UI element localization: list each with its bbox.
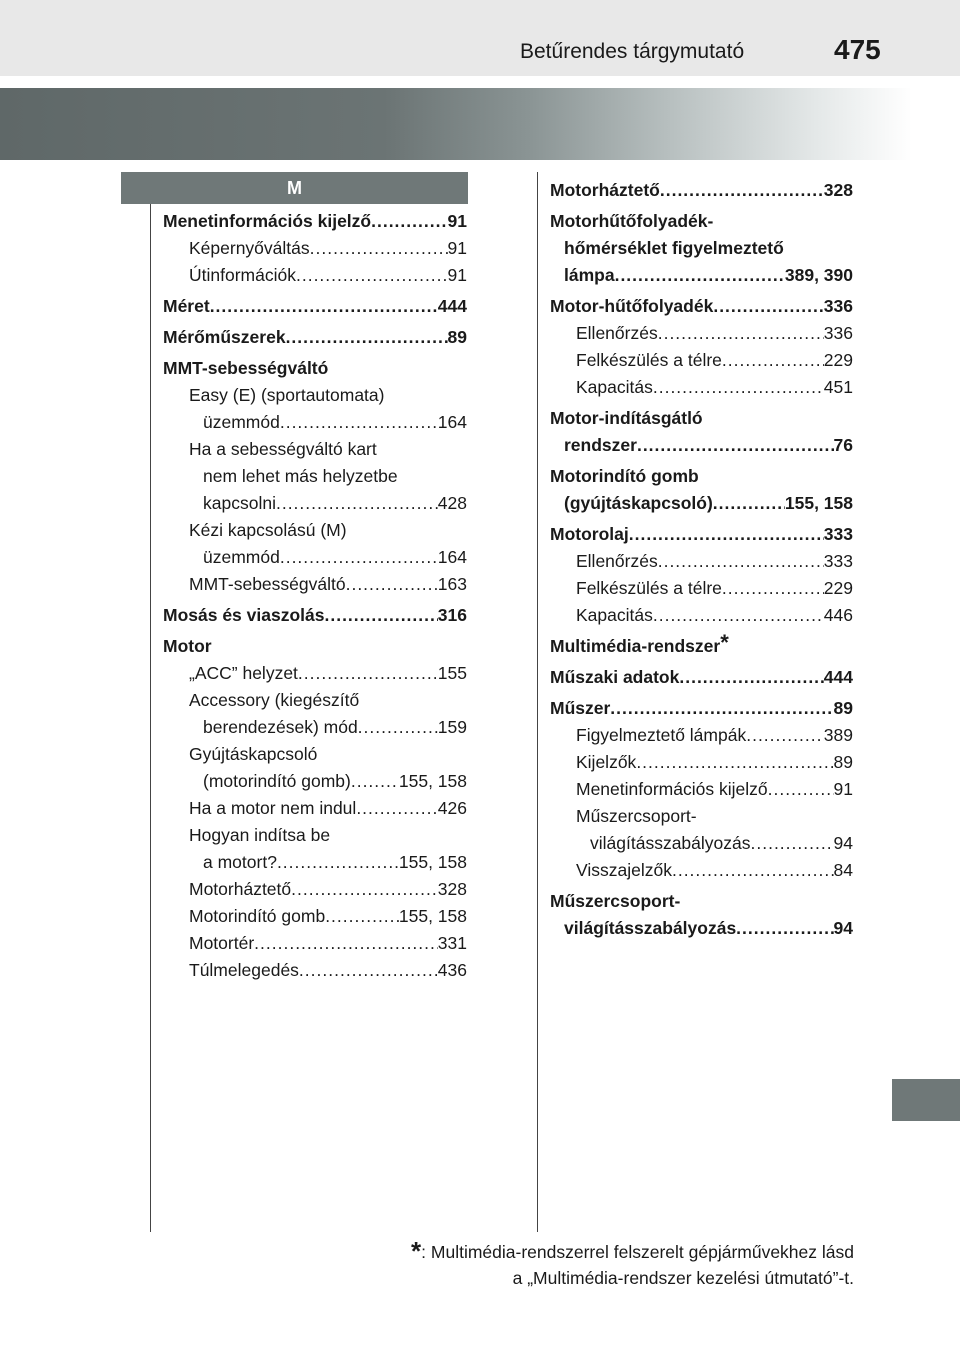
index-line [550, 262, 853, 289]
index-sub-term [550, 602, 853, 629]
index-line [189, 382, 467, 409]
page-ref: 91 [447, 211, 467, 231]
entry-text: Kézi kapcsolású (M) [189, 520, 347, 540]
entry-text: Gyújtáskapcsoló [189, 744, 318, 764]
index-main-term [550, 405, 853, 459]
entry-text: (gyújtáskapcsoló) [564, 493, 713, 513]
footnote-text-1: : Multimédia-rendszerrel felszerelt gépjárművekhez lásd [421, 1242, 854, 1262]
page-ref: 89 [447, 327, 467, 347]
index-main-term [550, 208, 853, 289]
index-line [576, 548, 853, 575]
index-line [550, 630, 853, 660]
index-sub-term [550, 347, 853, 374]
dot-leader [280, 544, 438, 571]
index-sub-term [163, 930, 467, 957]
entry-text: Motortér [189, 933, 255, 953]
entry-text: Menetinformációs kijelző [576, 779, 768, 799]
entry-text: Felkészülés a télre [576, 578, 722, 598]
dot-leader [298, 660, 438, 687]
index-sub-term [550, 857, 853, 884]
section-letter-header: M [121, 172, 468, 204]
index-sub-term [163, 957, 467, 984]
entry-text: Motor-indításgátló [550, 408, 703, 428]
page-ref: 155, 158 [398, 906, 467, 926]
index-line [550, 235, 853, 262]
index-entry [550, 521, 853, 629]
index-line [189, 849, 467, 876]
dot-leader [351, 768, 399, 795]
index-entry [550, 293, 853, 401]
dot-leader [286, 324, 448, 351]
entry-text: üzemmód [203, 547, 280, 567]
dot-leader [722, 347, 824, 374]
index-main-term [550, 521, 853, 548]
page-ref: 91 [447, 265, 467, 285]
index-line [550, 490, 853, 517]
entry-text: Motorháztető [189, 879, 292, 899]
index-entry [550, 664, 853, 691]
index-line [189, 436, 467, 463]
page-ref: 155, 158 [784, 493, 853, 513]
index-sub-term [163, 903, 467, 930]
entry-text: Kapacitás [576, 377, 653, 397]
entry-text: lámpa [564, 265, 615, 285]
index-line [163, 633, 467, 660]
index-sub-term [550, 722, 853, 749]
page-ref: 389 [823, 725, 853, 745]
index-line [189, 571, 467, 598]
index-line [550, 463, 853, 490]
index-entry [550, 695, 853, 884]
dot-leader [276, 490, 438, 517]
index-line [189, 957, 467, 984]
entry-text: berendezések) mód [203, 717, 358, 737]
index-line [189, 795, 467, 822]
index-sub-term [163, 795, 467, 822]
dot-leader [324, 602, 437, 629]
index-line [576, 830, 853, 857]
page-ref: 444 [437, 296, 467, 316]
index-sub-term [163, 436, 467, 517]
index-line [189, 409, 467, 436]
page-ref: 155, 158 [398, 852, 467, 872]
index-sub-term [550, 776, 853, 803]
index-sub-term [163, 741, 467, 795]
page-ref: 89 [833, 698, 853, 718]
entry-text: Hogyan indítsa be [189, 825, 331, 845]
page-ref: 159 [437, 717, 467, 737]
entry-text: kapcsolni [203, 493, 276, 513]
left-column-rule [150, 204, 151, 1232]
index-line [189, 517, 467, 544]
entry-text: Ellenőrzés [576, 551, 658, 571]
index-main-term [550, 888, 853, 942]
entry-text: Kijelzők [576, 752, 637, 772]
index-main-term [163, 355, 467, 382]
page-ref: 331 [437, 933, 467, 953]
index-line [189, 235, 467, 262]
index-main-term [550, 177, 853, 204]
entry-text: rendszer [564, 435, 637, 455]
entry-text: Menetinformációs kijelző [163, 211, 372, 231]
index-entry [550, 208, 853, 289]
entry-text: Műszaki adatok [550, 667, 680, 687]
index-main-term [163, 324, 467, 351]
entry-text: Műszer [550, 698, 611, 718]
index-entry [163, 633, 467, 984]
dot-leader [325, 903, 399, 930]
entry-text: nem lehet más helyzetbe [203, 466, 398, 486]
index-sub-term [550, 320, 853, 347]
index-line [576, 803, 853, 830]
index-line [189, 768, 467, 795]
dot-leader [210, 293, 438, 320]
entry-text: Ellenőrzés [576, 323, 658, 343]
index-sub-term [163, 517, 467, 571]
footnote-line-2: a „Multimédia-rendszer kezelési útmutató”-t. [512, 1268, 854, 1288]
dot-leader [746, 722, 824, 749]
dot-leader [629, 521, 824, 548]
entry-text: Mosás és viaszolás [163, 605, 325, 625]
dot-leader [358, 714, 438, 741]
dot-leader [299, 957, 438, 984]
dot-leader [722, 575, 824, 602]
page-ref: 328 [823, 180, 853, 200]
footnote-star-marker: * [720, 630, 729, 655]
index-sub-term [163, 571, 467, 598]
index-column-left [163, 208, 467, 988]
entry-text: Kapacitás [576, 605, 653, 625]
index-line [550, 177, 853, 204]
chapter-tab [892, 1079, 960, 1121]
dot-leader [291, 876, 438, 903]
entry-text: Motor-hűtőfolyadék [550, 296, 714, 316]
entry-text: Motorindító gomb [189, 906, 326, 926]
index-sub-term [550, 374, 853, 401]
dot-leader [277, 849, 399, 876]
page-ref: 229 [823, 350, 853, 370]
index-line [163, 324, 467, 351]
index-line [550, 664, 853, 691]
entry-text: Felkészülés a télre [576, 350, 722, 370]
index-main-term [163, 293, 467, 320]
entry-text: Méret [163, 296, 210, 316]
entry-text: Ha a sebességváltó kart [189, 439, 377, 459]
entry-text: MMT-sebességváltó [163, 358, 329, 378]
dot-leader [768, 776, 834, 803]
dot-leader [296, 262, 448, 289]
index-sub-term [163, 235, 467, 262]
index-entry [550, 888, 853, 942]
page-ref: 91 [833, 779, 853, 799]
index-sub-term [163, 876, 467, 903]
page-ref: 333 [823, 551, 853, 571]
dot-leader [356, 795, 437, 822]
index-line [189, 822, 467, 849]
entry-text: MMT-sebességváltó [189, 574, 346, 594]
index-line [576, 749, 853, 776]
index-sub-term [163, 822, 467, 876]
entry-text: Műszercsoport- [576, 806, 697, 826]
dot-leader [636, 749, 833, 776]
index-line [550, 695, 853, 722]
index-sub-term [550, 749, 853, 776]
page-ref: 229 [823, 578, 853, 598]
dot-leader [658, 320, 824, 347]
index-line [163, 293, 467, 320]
index-entry [550, 405, 853, 459]
entry-text: Easy (E) (sportautomata) [189, 385, 385, 405]
dot-leader [679, 664, 823, 691]
index-line [163, 208, 467, 235]
dot-leader [637, 432, 834, 459]
index-column-right [550, 177, 853, 946]
page-ref: 316 [437, 605, 467, 625]
page-ref: 91 [447, 238, 467, 258]
entry-text: világításszabályozás [590, 833, 751, 853]
index-line [189, 490, 467, 517]
page-ref: 444 [823, 667, 853, 687]
index-line [576, 602, 853, 629]
entry-text: Ha a motor nem indul [189, 798, 357, 818]
index-main-term [550, 630, 853, 660]
page-ref: 436 [437, 960, 467, 980]
index-main-term [550, 463, 853, 517]
header-banner [0, 88, 960, 160]
page-title: Betűrendes tárgymutató [520, 40, 745, 63]
footnote [411, 1238, 854, 1291]
index-entry [550, 463, 853, 517]
entry-text: Útinformációk [189, 265, 296, 285]
index-sub-term [163, 687, 467, 741]
index-sub-term [163, 660, 467, 687]
page-ref: 94 [833, 918, 853, 938]
index-line [550, 208, 853, 235]
index-sub-term [550, 803, 853, 857]
entry-text: Mérőműszerek [163, 327, 286, 347]
index-line [163, 602, 467, 629]
index-sub-term [163, 382, 467, 436]
entry-text: Motorhűtőfolyadék- [550, 211, 714, 231]
right-column-rule [537, 172, 538, 1232]
page-ref: 451 [823, 377, 853, 397]
index-main-term [163, 602, 467, 629]
index-entry [550, 630, 853, 660]
index-sub-term [550, 548, 853, 575]
index-line [189, 687, 467, 714]
index-line [550, 521, 853, 548]
index-line [576, 374, 853, 401]
dot-leader [346, 571, 438, 598]
page-ref: 336 [823, 323, 853, 343]
entry-text: Multimédia-rendszer [550, 636, 721, 656]
index-line [550, 915, 853, 942]
index-entry [163, 208, 467, 289]
page-ref: 446 [823, 605, 853, 625]
entry-text: Képernyőváltás [189, 238, 310, 258]
index-sub-term [163, 262, 467, 289]
index-line [576, 347, 853, 374]
footnote-star: * [411, 1236, 422, 1266]
index-line [189, 876, 467, 903]
dot-leader [736, 915, 833, 942]
index-entry [163, 293, 467, 320]
page-ref: 89 [833, 752, 853, 772]
header-bar [0, 0, 960, 76]
dot-leader [653, 374, 824, 401]
dot-leader [751, 830, 834, 857]
page-ref: 389, 390 [784, 265, 853, 285]
dot-leader [310, 235, 448, 262]
dot-leader [254, 930, 438, 957]
entry-text: világításszabályozás [564, 918, 737, 938]
index-main-term [163, 208, 467, 235]
page-ref: 336 [823, 296, 853, 316]
entry-text: Motorolaj [550, 524, 629, 544]
index-line [550, 432, 853, 459]
entry-text: „ACC” helyzet [189, 663, 298, 683]
index-line [189, 903, 467, 930]
index-entry [163, 602, 467, 629]
index-line [189, 262, 467, 289]
dot-leader [660, 177, 824, 204]
page-number: 475 [834, 34, 881, 65]
dot-leader [615, 262, 785, 289]
page-ref: 164 [437, 412, 467, 432]
index-line [576, 320, 853, 347]
entry-text: (motorindító gomb) [203, 771, 351, 791]
index-line [189, 714, 467, 741]
page-ref: 426 [437, 798, 467, 818]
dot-leader [713, 293, 823, 320]
index-line [576, 776, 853, 803]
entry-text: Visszajelzők [576, 860, 672, 880]
index-line [550, 293, 853, 320]
dot-leader [653, 602, 824, 629]
index-line [189, 741, 467, 768]
dot-leader [610, 695, 833, 722]
index-line [576, 722, 853, 749]
page-ref: 155, 158 [398, 771, 467, 791]
dot-leader [371, 208, 447, 235]
page-ref: 155 [437, 663, 467, 683]
page-ref: 163 [437, 574, 467, 594]
dot-leader [672, 857, 834, 884]
page-ref: 76 [833, 435, 853, 455]
index-main-term [550, 293, 853, 320]
index-main-term [550, 695, 853, 722]
entry-text: hőmérséklet figyelmeztető [564, 238, 784, 258]
footnote-line-1 [411, 1238, 854, 1265]
index-line [189, 660, 467, 687]
entry-text: Motorháztető [550, 180, 660, 200]
index-line [550, 405, 853, 432]
index-line [576, 575, 853, 602]
entry-text: a motort? [203, 852, 277, 872]
entry-text: Motor [163, 636, 212, 656]
page-ref: 94 [833, 833, 853, 853]
page-ref: 328 [437, 879, 467, 899]
index-main-term [550, 664, 853, 691]
entry-text: üzemmód [203, 412, 280, 432]
page-ref: 428 [437, 493, 467, 513]
index-main-term [163, 633, 467, 660]
index-line [189, 544, 467, 571]
index-entry [550, 177, 853, 204]
index-line [163, 355, 467, 382]
page-ref: 333 [823, 524, 853, 544]
dot-leader [713, 490, 785, 517]
index-line [576, 857, 853, 884]
page-ref: 84 [833, 860, 853, 880]
entry-text: Túlmelegedés [189, 960, 299, 980]
index-line [550, 888, 853, 915]
index-line [189, 930, 467, 957]
entry-text: Motorindító gomb [550, 466, 699, 486]
index-line [189, 463, 467, 490]
index-entry [163, 355, 467, 598]
index-entry [163, 324, 467, 351]
dot-leader [280, 409, 438, 436]
dot-leader [658, 548, 824, 575]
index-sub-term [550, 575, 853, 602]
entry-text: Műszercsoport- [550, 891, 681, 911]
entry-text: Accessory (kiegészítő [189, 690, 360, 710]
entry-text: Figyelmeztető lámpák [576, 725, 747, 745]
page-ref: 164 [437, 547, 467, 567]
